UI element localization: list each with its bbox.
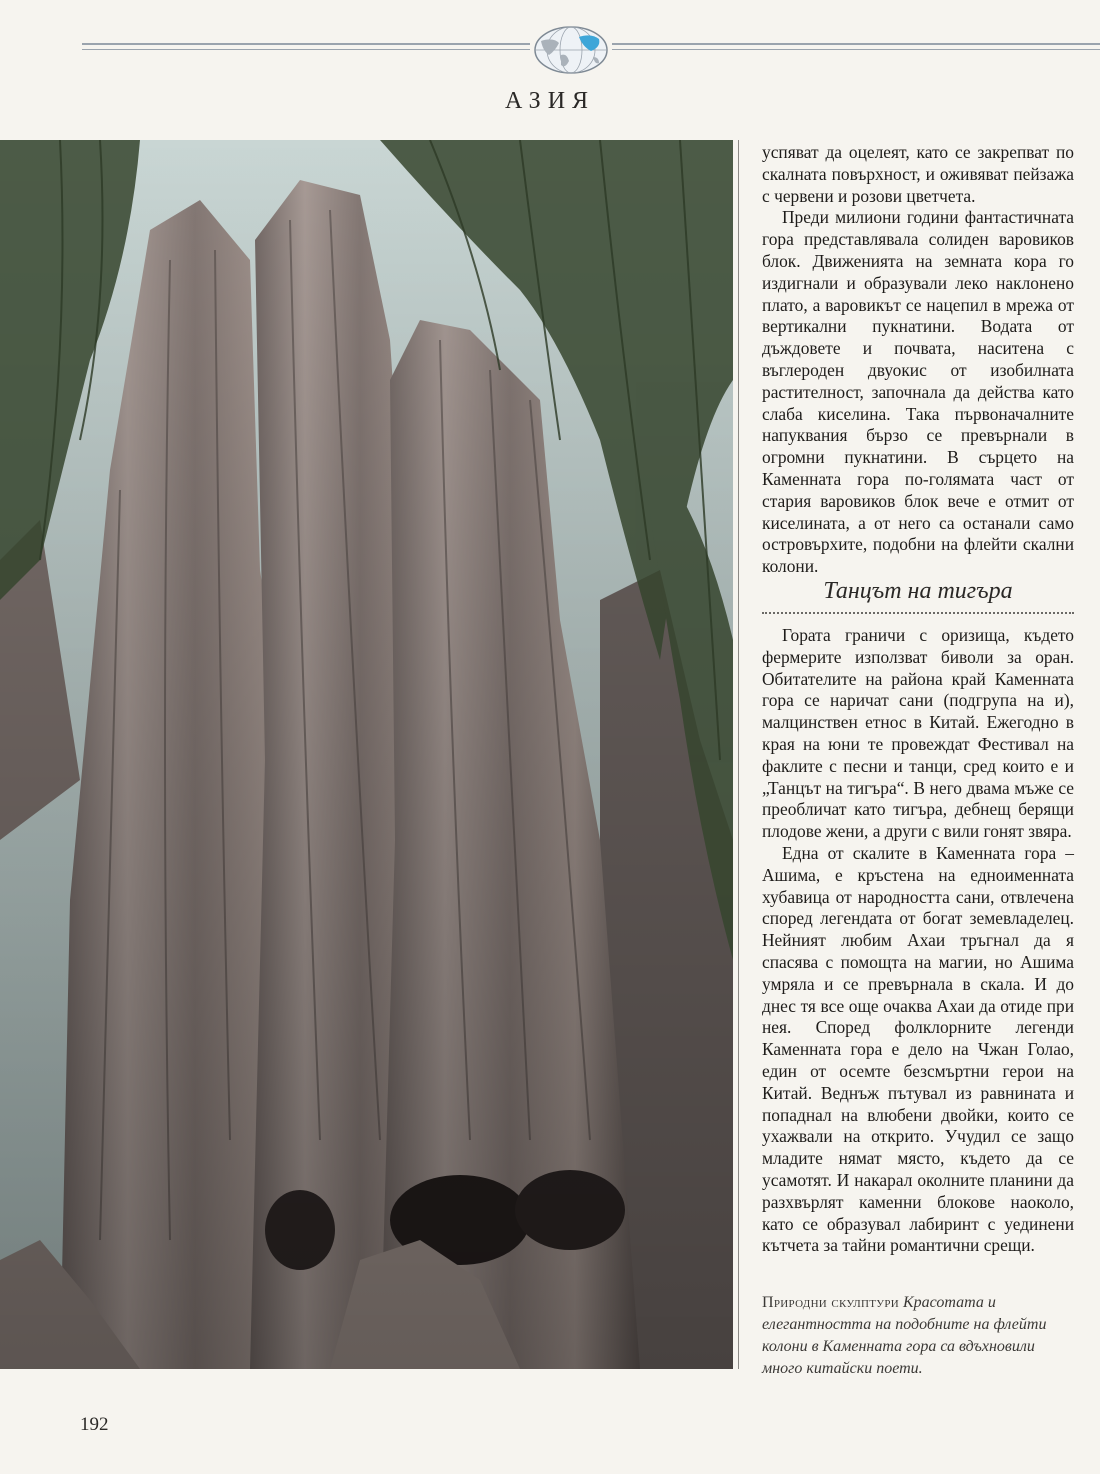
paragraph: Гората граничи с оризища, където фермерите използват биволи за оран. Обитателите на района край Каменната гора се наричат сани (подгрупа на и), малцинствен етнос в Китай. Ежегодно в края на юни те провеждат Фестивал на факлите с песни и танци, сред които е и „Танцът на тигъра“. В него двама мъже се преобличат като тигъра, дебнещ берящи плодове жени, а други с вили гонят звяра. [762, 625, 1074, 842]
paragraph: успяват да оцелеят, като се закрепват по скалната повърхност, и оживяват пейзажа с червени и розови цветчета. [762, 142, 1074, 206]
caption-lead: Природни скулптури [762, 1294, 900, 1311]
header-rule-left-thin [82, 49, 530, 50]
column-divider [738, 140, 739, 1369]
paragraph: Една от скалите в Каменната гора – Ашима, е кръстена на едноименната хубавица от народността сани, отвлечена според легендата от богат земевладелец. Нейният любим Ахаи тръгнал да я спасява с помощта на магии, но Ашима умряла и се превърнала в скала. И до днес тя все още очаква Ахаи да отиде при нея. Според фолклорните легенди Каменната гора е дело на Чжан Голао, един от осемте безсмъртни герои на Китай. Веднъж пътувал из равнината и попаднал на влюбени двойки, които се ухажвали на открито. Учудил се защо младите нямат място, където да се усамотят. И накарал околните планини да разхвърлят каменни блокове наоколо, като се образувал лабиринт с уединени кътчета за тайни романтични срещи. [762, 842, 1074, 1256]
stone-forest-photo [0, 140, 733, 1369]
header-rule-left-thick [82, 43, 530, 45]
text-column-bottom [762, 625, 1074, 1257]
header-rule-right-thick [612, 43, 1100, 45]
caption-body: Красотата и елегантността на подобните на флейти колони в Каменната гора са вдъхновили много китайски поети. [762, 1294, 1047, 1377]
subheading: Танцът на тигъра [823, 578, 1013, 604]
header-rule-right-thin [612, 49, 1100, 50]
globe-icon [533, 25, 609, 75]
photo-caption [762, 1292, 1074, 1380]
dotted-rule [762, 612, 1074, 614]
page-number: 192 [80, 1414, 109, 1435]
section-title: АЗИЯ [504, 88, 596, 114]
text-column-top [762, 142, 1074, 578]
paragraph: Преди милиони години фантастичната гора представлявала солиден варовиков блок. Движенията на земната кора го издигнали и образували леко наклонено плато, а варовикът се нацепил в мрежа от вертикални пукнатини. Водата от дъждовете и почвата, наситена с въглероден двуокис от изобилната растителност, започнала да действа като слаба киселина. Така първоначалните напуквания бързо се превърнали в огромни пукнатини. В сърцето на Каменната гора по-голямата част от стария варовиков блок вече е отмит от киселината, а от него са останали само островърхите, подобни на флейти скални колони. [762, 207, 1074, 577]
